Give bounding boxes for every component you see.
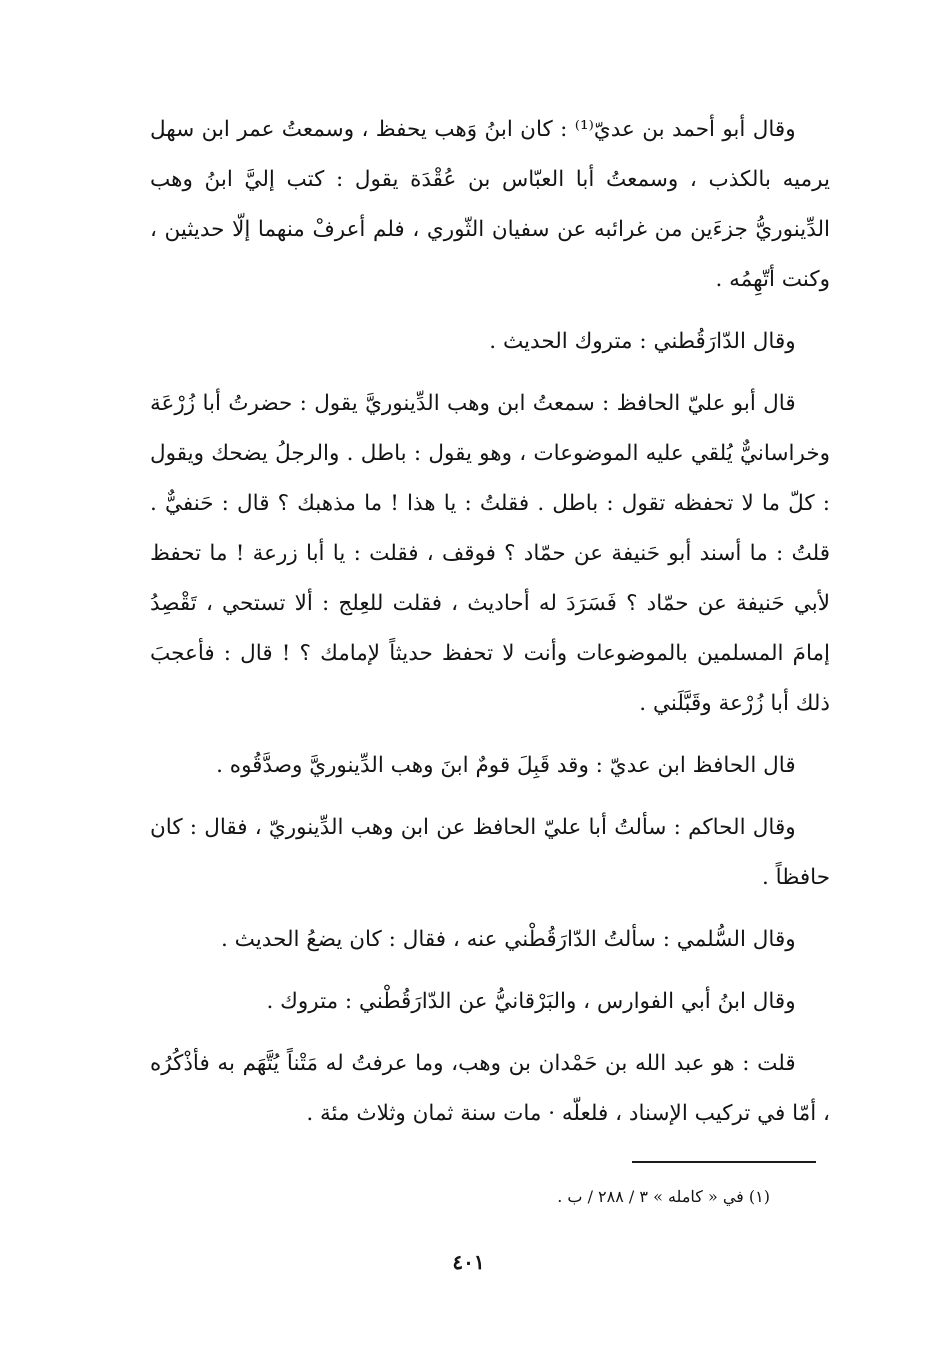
paragraph-daraqutni: وقال الدّارَقُطني : متروك الحديث . xyxy=(489,329,796,354)
paragraph-ibn-abi-fawaris: وقال ابنُ أبي الفوارس ، والبَرْقانيُّ عن الدّارَقُطْني : متروك . xyxy=(266,989,796,1014)
paragraph-ibn-adi-accepted: قال الحافظ ابن عديّ : وقد قَبِلَ قومٌ ابنَ وهب الدِّينوريَّ وصدَّقُوه . xyxy=(216,753,796,778)
paragraph-abu-ali: قال أبو عليّ الحافظ : سمعتُ ابن وهب الدِّينوريَّ يقول : حضرتُ أبا زُرْعَة وخراسانيٌّ يُلقي عليه الموضوعات ، وهو يقول : باطل . والرجلُ يضحك ويقول : كلّ ما لا تحفظه تقول : باطل . فقلتُ : يا هذا ! ما مذهبك ؟ قال : حَنفيٌّ . قلتُ : ما أسند أبو حَنيفة عن حمّاد ؟ فوقف ، فقلت : يا أبا زرعة ! ما تحفظ لأبي حَنيفة عن حمّاد ؟ فَسَرَدَ له أحاديث ، فقلت للعِلج : ألا تستحي ، تَقْصِدُ إمامَ المسلمين بالموضوعات وأنت لا تحفظ حديثاً لإمامك ؟ ! قال : فأعجبَ ذلك أبا زُرْعة وقَبَّلَني . xyxy=(150,391,830,716)
main-text xyxy=(150,105,830,1139)
footnote: (١) في « كامله » ٣ / ٢٨٨ / ب . xyxy=(557,1187,770,1206)
paragraph-author-note: قلت : هو عبد الله بن حَمْدان بن وهب، وما عرفتُ له مَتْناً يُتَّهَم به فأذْكُرُه ، أمّا في تركيب الإسناد ، فلعلّه · مات سنة ثمان وثلاث مئة . xyxy=(150,1051,830,1126)
paragraph-ibn-adi: وقال أبو أحمد بن عديّ⁽¹⁾ : كان ابنُ وَهب يحفظ ، وسمعتُ عمر ابن سهل يرميه بالكذب ، وسمعتُ أبا العبّاس بن عُقْدَة يقول : كتب إليَّ ابنُ وهب الدِّينوريُّ جزءَين من غرائبه عن سفيان الثّوري ، فلم أعرفْ منهما إلّا حديثين ، وكنت أتّهِمُه . xyxy=(150,117,830,292)
page-number: ٤٠١ xyxy=(452,1250,485,1274)
paragraph-sulami: وقال السُّلمي : سألتُ الدّارَقُطْني عنه ، فقال : كان يضعُ الحديث . xyxy=(221,927,796,952)
paragraph-hakim: وقال الحاكم : سألتُ أبا عليّ الحافظ عن ابن وهب الدِّينوريّ ، فقال : كان حافظاً . xyxy=(150,815,830,890)
footnote-divider xyxy=(632,1161,816,1163)
